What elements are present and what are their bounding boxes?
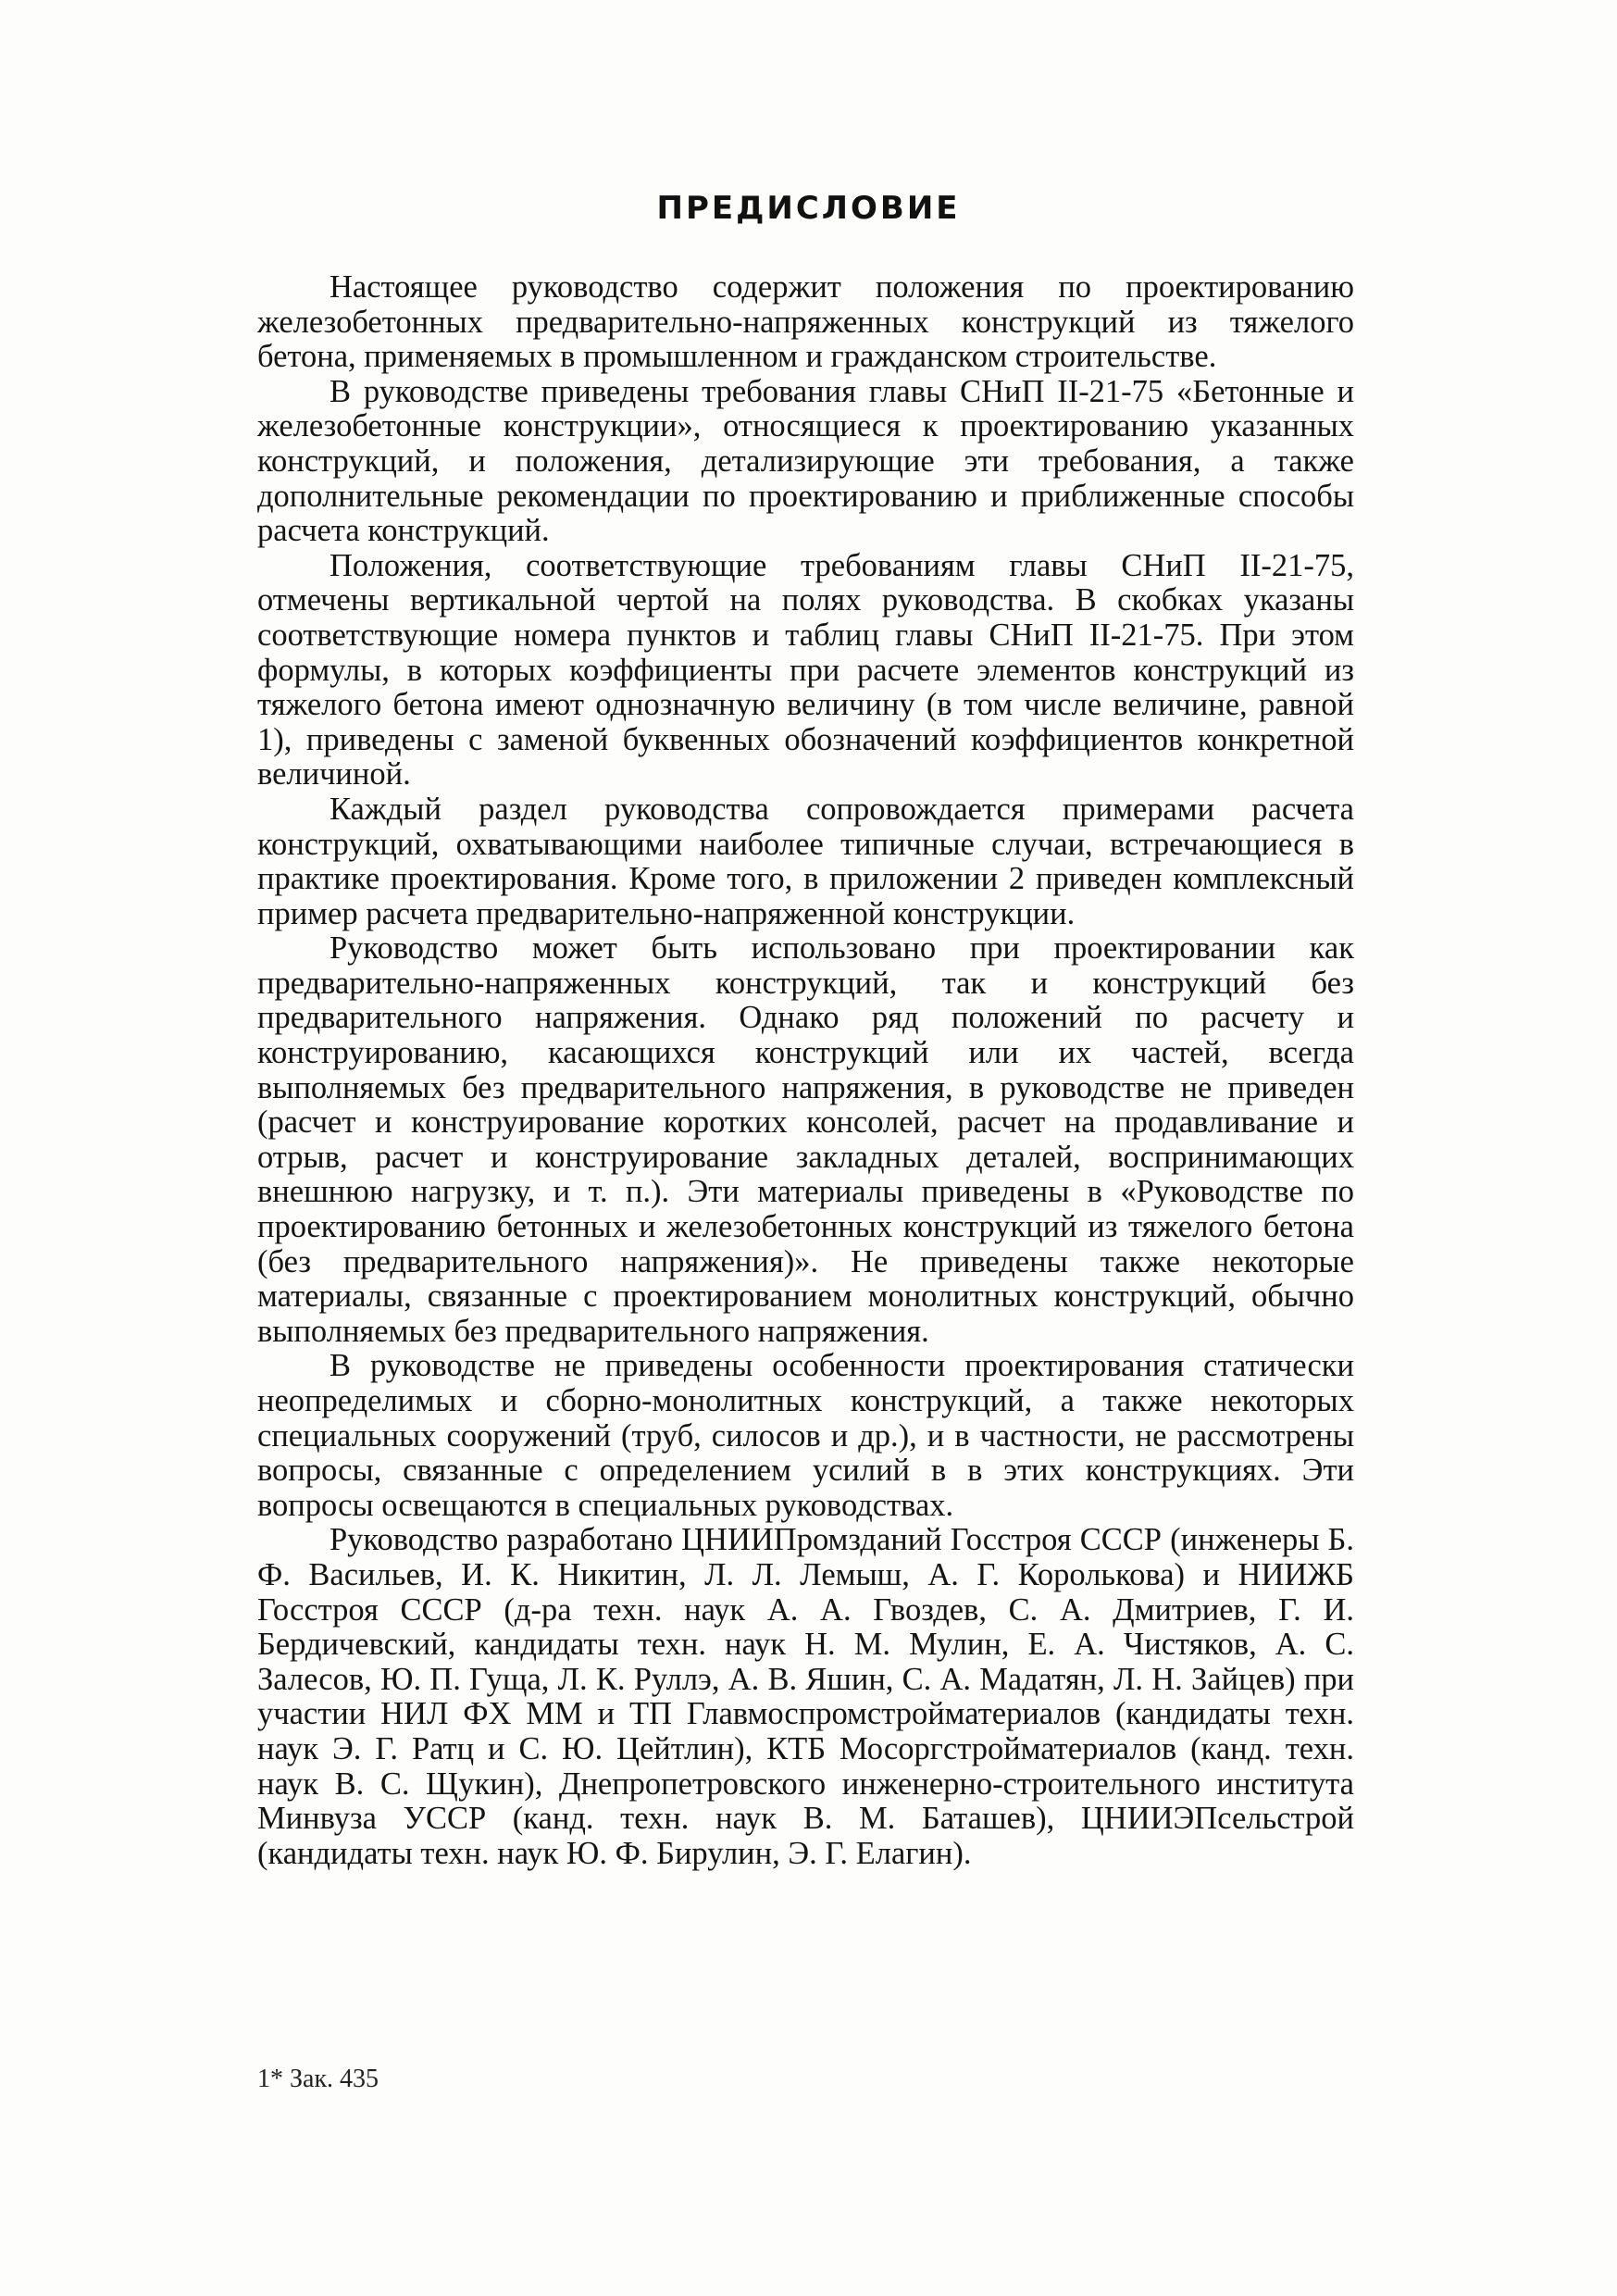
paragraph-exclusions: В руководстве не приведены особенности проектирования статически неопределимых и сборно-монолитных конструкций, а также некоторых специальных сооружений (труб, силосов и др.), и в частности, не рассмотрены вопросы, связанные с определением усилий в в этих конструкциях. Эти вопросы освещаются в специальных руководствах. — [257, 1348, 1354, 1523]
body-text — [257, 270, 1354, 1871]
paragraph-examples: Каждый раздел руководства сопровождается примерами расчета конструкций, охватывающими наиболее типичные случаи, встречающиеся в практике проектирования. Кроме того, в приложении 2 приведен комплексный пример расчета предварительно-напряженной конструкции. — [257, 791, 1354, 931]
paragraph-margin-notes: Положения, соответствующие требованиям главы СНиП II-21-75, отмечены вертикальной чертой на полях руководства. В скобках указаны соответствующие номера пунктов и таблиц главы СНиП II-21-75. При этом формулы, в которых коэффициенты при расчете элементов конструкций из тяжелого бетона имеют однозначную величину (в том числе величине, равной 1), приведены с заменой буквенных обозначений коэффициентов конкретной величиной. — [257, 547, 1354, 792]
page-heading: ПРЕДИСЛОВИЕ — [656, 190, 961, 227]
paragraph-applicability: Руководство может быть использовано при проектировании как предварительно-напряженных конструкций, так и конструкций без предварительного напряжения. Однако ряд положений по расчету и конструированию, касающихся конструкций или их частей, всегда выполняемых без предварительного напряжения, в руководстве не приведен (расчет и конструирование коротких консолей, расчет на продавливание и отрыв, расчет и конструирование закладных деталей, воспринимающих внешнюю нагрузку, и т. п.). Эти материалы приведены в «Руководстве по проектированию бетонных и железобетонных конструкций из тяжелого бетона (без предварительного напряжения)». Не приведены также некоторые материалы, связанные с проектированием монолитных конструкций, обычно выполняемых без предварительного напряжения. — [257, 930, 1354, 1349]
paragraph-scope: Настоящее руководство содержит положения по проектированию железобетонных предварительно-напряженных конструкций из тяжелого бетона, применяемых в промышленном и гражданском строительстве. — [257, 269, 1354, 375]
paragraph-snip-requirements: В руководстве приведены требования главы СНиП II-21-75 «Бетонные и железобетонные конструкции», относящиеся к проектированию указанных конструкций, и положения, детализирующие эти требования, а также дополнительные рекомендации по проектированию и приближенные способы расчета конструкций. — [257, 373, 1354, 549]
paragraph-authors: Руководство разработано ЦНИИПромзданий Госстроя СССР (инженеры Б. Ф. Васильев, И. К. Никитин, Л. Л. Лемыш, А. Г. Королькова) и НИИЖБ Госстроя СССР (д-ра техн. наук А. А. Гвоздев, С. А. Дмитриев, Г. И. Бердичевский, кандидаты техн. наук Н. М. Мулин, Е. А. Чистяков, А. С. Залесов, Ю. П. Гуща, Л. К. Руллэ, А. В. Яшин, С. А. Мадатян, Л. Н. Зайцев) при участии НИЛ ФХ ММ и ТП Главмоспромстройматериалов (кандидаты техн. наук Э. Г. Ратц и С. Ю. Цейтлин), КТБ Мосоргстройматериалов (канд. техн. наук В. С. Щукин), Днепропетровского инженерно-строительного института Минвуза УССР (канд. техн. наук В. М. Баташев), ЦНИИЭПсельстрой (кандидаты техн. наук Ю. Ф. Бирулин, Э. Г. Елагин). — [257, 1522, 1354, 1871]
page-footer: 1* Зак. 435 — [257, 2065, 379, 2093]
